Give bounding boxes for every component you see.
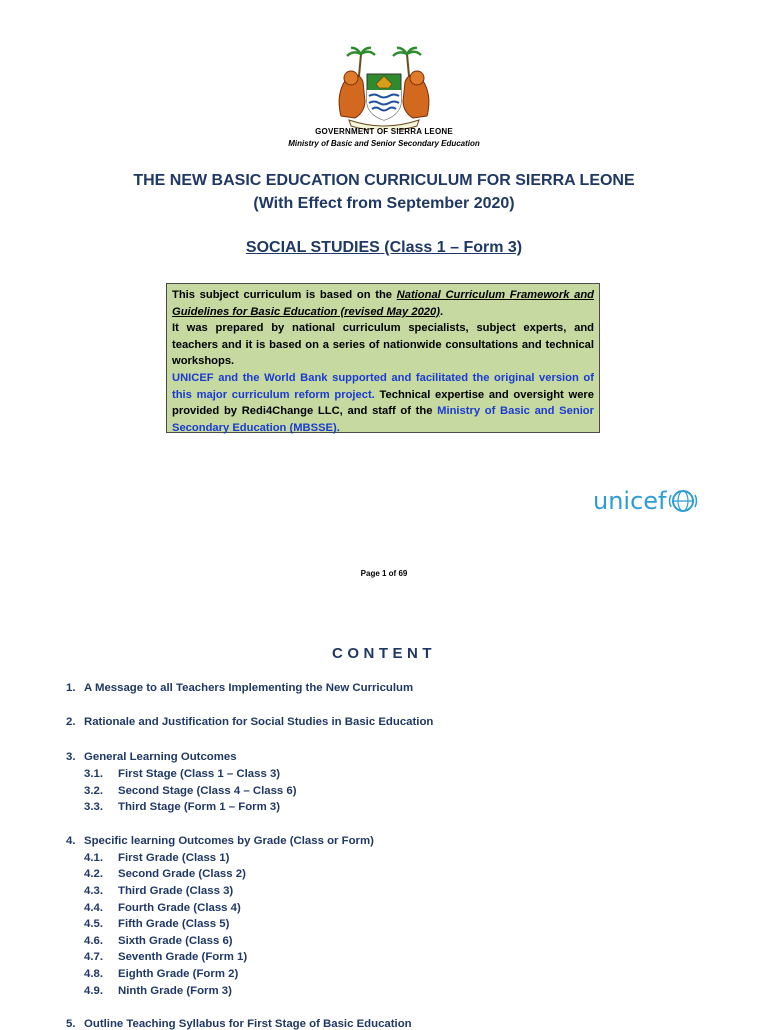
toc-item-label: Specific learning Outcomes by Grade (Class or Form)	[84, 835, 374, 847]
toc-subitem-label: Third Grade (Class 3)	[118, 885, 234, 897]
toc-item[interactable]	[66, 682, 413, 694]
toc-item-label: General Learning Outcomes	[84, 751, 237, 763]
notice-paragraph-1	[172, 287, 594, 320]
toc-item-label: A Message to all Teachers Implementing the New Curriculum	[84, 682, 414, 694]
toc-subitem[interactable]	[84, 852, 229, 864]
toc-subitem-label: First Grade (Class 1)	[118, 852, 230, 864]
government-name: GOVERNMENT OF SIERRA LEONE	[315, 127, 453, 136]
toc-item-number: 4.	[66, 835, 76, 847]
toc-subitem-number: 4.6.	[84, 935, 103, 947]
toc-subitem-number: 3.2.	[84, 785, 103, 797]
toc-subitem[interactable]	[84, 985, 232, 997]
toc-subitem-number: 4.4.	[84, 902, 103, 914]
toc-subitem[interactable]	[84, 768, 280, 780]
ministry-link[interactable]: Ministry of Basic and Senior Secondary Education (MBSSE)	[172, 405, 594, 434]
toc-subitem-number: 3.3.	[84, 801, 103, 813]
toc-item-number: 5.	[66, 1018, 76, 1030]
toc-item-number: 1.	[66, 682, 76, 694]
toc-item-label: Rationale and Justification for Social Studies in Basic Education	[84, 716, 434, 728]
toc-subitem-number: 4.2.	[84, 868, 103, 880]
notice-text: .	[439, 305, 444, 318]
toc-item-number: 3.	[66, 751, 76, 763]
toc-subitem[interactable]	[84, 801, 280, 813]
notice-text: Technical expertise and oversight were provided by Redi4Change LLC, and staff of the	[172, 388, 594, 418]
toc-subitem-label: Eighth Grade (Form 2)	[118, 968, 239, 980]
unicef-worldbank-text: UNICEF and the World Bank supported and facilitated the original version of this major curriculum reform project.	[172, 371, 594, 401]
toc-subitem-number: 4.9.	[84, 985, 103, 997]
toc-item-label: Outline Teaching Syllabus for First Stage of Basic Education	[84, 1018, 412, 1030]
toc-item[interactable]	[66, 835, 374, 847]
toc-subitem-number: 4.7.	[84, 951, 103, 963]
toc-subitem[interactable]	[84, 785, 297, 797]
toc-item-number: 2.	[66, 716, 76, 728]
notice-text: .	[336, 421, 340, 434]
toc-subitem-label: Third Stage (Form 1 – Form 3)	[118, 801, 281, 813]
toc-item[interactable]	[66, 1018, 412, 1030]
toc-subitem[interactable]	[84, 935, 233, 947]
toc-subitem-number: 4.5.	[84, 918, 103, 930]
notice-paragraph-2: It was prepared by national curriculum specialists, subject experts, and teachers and it is based on a series of nationwide consultations and technical workshops.	[172, 322, 594, 368]
toc-subitem-label: Fourth Grade (Class 4)	[118, 902, 241, 914]
toc-subitem-label: Second Grade (Class 2)	[118, 868, 246, 880]
toc-subitem-label: Ninth Grade (Form 3)	[118, 985, 232, 997]
toc-subitem[interactable]	[84, 968, 238, 980]
toc-subitem-number: 3.1.	[84, 768, 103, 780]
toc-subitem[interactable]	[84, 951, 247, 963]
title-line-1: THE NEW BASIC EDUCATION CURRICULUM FOR SIERRA LEONE	[133, 172, 635, 189]
toc-subitem[interactable]	[84, 868, 246, 880]
framework-reference: National Curriculum Framework and Guidelines for Basic Education (revised May 2020)	[172, 289, 594, 318]
unicef-wordmark: unicef	[593, 487, 667, 515]
toc-item[interactable]	[66, 751, 237, 763]
document-title	[0, 169, 768, 215]
toc-subitem-number: 4.1.	[84, 852, 103, 864]
toc-subitem-label: First Stage (Class 1 – Class 3)	[118, 768, 281, 780]
toc-subitem[interactable]	[84, 918, 229, 930]
toc-subitem-label: Sixth Grade (Class 6)	[118, 935, 233, 947]
toc-subitem-number: 4.3.	[84, 885, 103, 897]
curriculum-notice-box	[166, 283, 600, 433]
notice-paragraph-3	[172, 370, 594, 436]
toc-subitem-label: Second Stage (Class 4 – Class 6)	[118, 785, 297, 797]
toc-subitem[interactable]	[84, 885, 233, 897]
toc-item[interactable]	[66, 716, 433, 728]
title-line-2: (With Effect from September 2020)	[253, 195, 515, 212]
ministry-name: Ministry of Basic and Senior Secondary Education	[288, 139, 480, 148]
toc-subitem-label: Seventh Grade (Form 1)	[118, 951, 248, 963]
toc-subitem-label: Fifth Grade (Class 5)	[118, 918, 230, 930]
subject-title: SOCIAL STUDIES (Class 1 – Form 3)	[245, 239, 523, 256]
toc-subitem[interactable]	[84, 902, 241, 914]
page-number: Page 1 of 69	[360, 569, 408, 578]
notice-text: This subject curriculum is based on the	[172, 289, 397, 301]
un-globe-icon	[668, 489, 698, 513]
sierra-leone-coat-of-arms-icon	[331, 46, 437, 130]
toc-subitem-number: 4.8.	[84, 968, 103, 980]
toc-heading: CONTENT	[332, 645, 436, 662]
unicef-logo	[593, 486, 723, 516]
